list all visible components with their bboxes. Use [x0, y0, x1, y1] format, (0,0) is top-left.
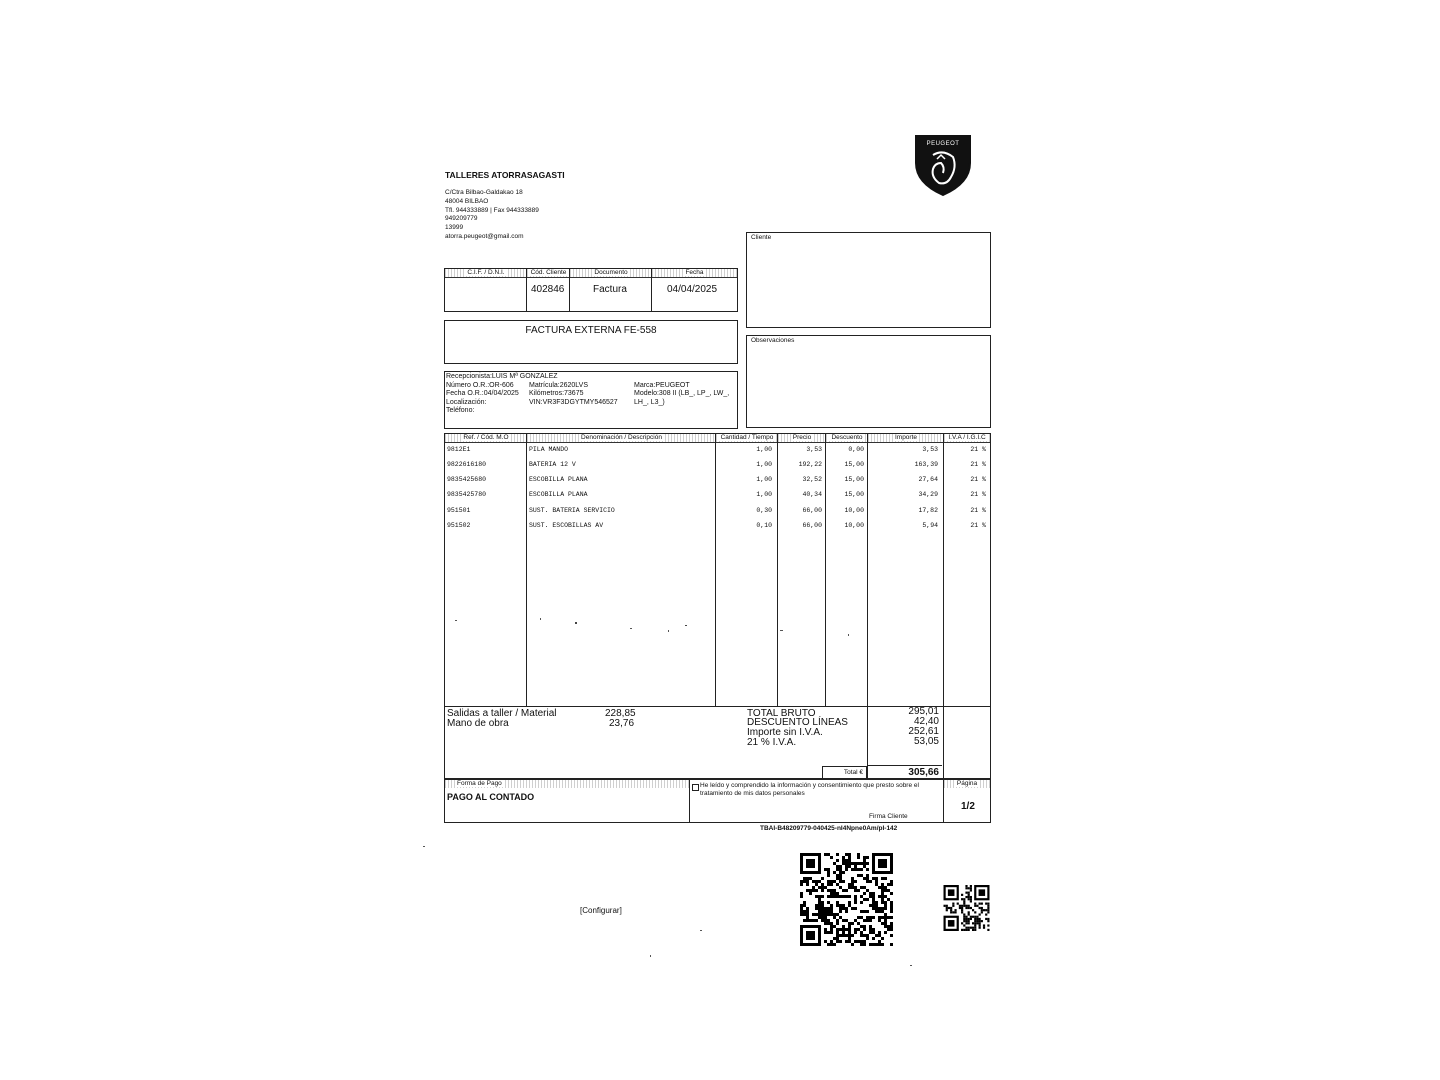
- vehicle-column: [529, 382, 618, 408]
- row-qty: 1,00: [756, 476, 772, 483]
- col-disc: Descuento: [826, 434, 868, 443]
- row-amount: 34,29: [918, 491, 938, 498]
- row-desc: BATERIA 12 V: [529, 461, 576, 468]
- total-bruto-label: TOTAL BRUTO: [747, 708, 816, 719]
- row-ref: 951502: [447, 522, 471, 529]
- header-fecha: Fecha: [652, 269, 737, 278]
- row-price: 66,00: [802, 522, 822, 529]
- col-desc: Denominación / Descripción: [527, 434, 716, 443]
- pagina-header: Página: [944, 780, 990, 788]
- row-amount: 17,82: [918, 507, 938, 514]
- row-amount: 27,64: [918, 476, 938, 483]
- row-amount: 3,53: [922, 446, 938, 453]
- row-vat: 21 %: [970, 446, 986, 453]
- total-label: Total €: [843, 769, 863, 776]
- row-price: 40,34: [802, 491, 822, 498]
- salidas-label: Salidas a taller / Material: [447, 708, 557, 719]
- mano-obra-label: Mano de obra: [447, 718, 509, 729]
- col-qty: Cantidad / Tiempo: [716, 434, 778, 443]
- table-row: [445, 476, 990, 491]
- fecha-value: 04/04/2025: [667, 284, 718, 295]
- col-price: Precio: [778, 434, 826, 443]
- consent-text: He leído y comprendido la información y consentimiento que presto sobre el tratamiento de mis datos personales: [700, 782, 919, 797]
- row-price: 3,53: [806, 446, 822, 453]
- col-vat: I.V.A / I.G.I.C: [944, 434, 990, 443]
- peugeot-shield-icon: [913, 133, 973, 197]
- row-ref: 9835425780: [447, 491, 487, 498]
- qr-code-icon: [799, 853, 894, 946]
- table-row: [445, 522, 990, 537]
- row-disc: 15,00: [844, 491, 864, 498]
- importe-sin-iva-label: Importe sin I.V.A.: [747, 727, 823, 738]
- row-desc: SUST. BATERIA SERVICIO: [529, 507, 615, 514]
- header-documento: Documento: [570, 269, 652, 278]
- descuento-label: DESCUENTO LÍNEAS: [747, 717, 848, 728]
- model-column: [634, 382, 729, 408]
- configurar-link[interactable]: [Configurar]: [580, 906, 622, 915]
- col-ref: Ref. / Cód. M.O: [445, 434, 527, 443]
- row-qty: 1,00: [756, 461, 772, 468]
- pagina-value: 1/2: [961, 801, 975, 812]
- table-row: [445, 507, 990, 522]
- payment-box: [444, 779, 991, 823]
- row-ref: 9835425680: [447, 476, 487, 483]
- row-qty: 0,30: [756, 507, 772, 514]
- marca: Marca:PEUGEOT: [634, 381, 690, 389]
- row-disc: 15,00: [844, 476, 864, 483]
- row-qty: 1,00: [756, 446, 772, 453]
- vehicle-info-box: [444, 371, 738, 429]
- salidas-value: 228,85: [605, 708, 636, 719]
- small-qr-code: [943, 885, 990, 931]
- matricula: Matrícula:2620LVS: [529, 381, 589, 389]
- total-value: 305,66: [908, 767, 939, 778]
- row-price: 66,00: [802, 507, 822, 514]
- mano-obra-value: 23,76: [609, 718, 635, 729]
- modelo: Modelo:308 II (LB_, LP_, LW_,: [634, 390, 730, 397]
- row-desc: ESCOBILLA PLANA: [529, 491, 588, 498]
- qr-code-icon: [943, 885, 990, 931]
- row-disc: 10,00: [844, 522, 864, 529]
- table-row: [445, 446, 990, 461]
- row-ref: 951501: [447, 507, 471, 514]
- row-disc: 0,00: [848, 446, 864, 453]
- brand-text: PEUGEOT: [926, 141, 960, 147]
- row-vat: 21 %: [970, 507, 986, 514]
- row-disc: 15,00: [844, 461, 864, 468]
- row-amount: 5,94: [922, 522, 938, 529]
- table-row: [445, 461, 990, 476]
- tbai-qr-code: [799, 853, 894, 946]
- forma-pago-value: PAGO AL CONTADO: [447, 792, 535, 802]
- telefono: Teléfono:: [446, 407, 475, 414]
- kilometros: Kilómetros:73675: [529, 390, 584, 397]
- table-row: [445, 491, 990, 506]
- fecha-or: Fecha O.R.:04/04/2025: [446, 390, 519, 397]
- tbai-code: TBAI-B48209779-040425-nI4Npne0Am/pI-142: [760, 825, 898, 832]
- row-vat: 21 %: [970, 491, 986, 498]
- invoice-lines-table: [444, 433, 991, 707]
- summary-box: [444, 706, 991, 780]
- forma-pago-header: Forma de Pago: [445, 780, 689, 788]
- col-amount: Importe: [868, 434, 944, 443]
- cliente-label: Cliente: [751, 234, 772, 241]
- address-line: C/Ctra Bilbao-Galdakao 18: [445, 189, 523, 196]
- modelo-cont: LH_, L3_): [634, 398, 665, 406]
- peugeot-logo: [913, 133, 973, 197]
- row-desc: PILA MANDO: [529, 446, 569, 453]
- consent-checkbox[interactable]: [692, 784, 699, 791]
- row-qty: 0,10: [756, 522, 772, 529]
- row-desc: SUST. ESCOBILLAS AV: [529, 522, 604, 529]
- observaciones-box: [746, 335, 991, 428]
- address-line: atorra.peugeot@gmail.com: [445, 232, 524, 240]
- factura-title-box: [444, 320, 738, 364]
- cod-cliente-value: 402846: [531, 284, 565, 295]
- row-price: 192,22: [798, 461, 822, 468]
- firma-cliente-label: Firma Cliente: [869, 813, 908, 820]
- row-vat: 21 %: [970, 522, 986, 529]
- address-line: Tfl. 944333889 | Fax 944333889: [445, 206, 539, 214]
- row-ref: 9812E1: [447, 446, 471, 453]
- documento-value: Factura: [593, 284, 627, 295]
- row-disc: 10,00: [844, 507, 864, 514]
- header-cif: C.I.F. / D.N.I.: [445, 269, 527, 278]
- vin: VIN:VR3F3DGYTMY546527: [529, 398, 618, 406]
- address-line: 48004 BILBAO: [445, 197, 489, 205]
- row-vat: 21 %: [970, 461, 986, 468]
- descuento-value: 42,40: [913, 716, 939, 727]
- iva-value: 53,05: [913, 736, 939, 747]
- cliente-box: [746, 232, 991, 328]
- recepcionista: Recepcionista:LUIS Mª GONZALEZ: [446, 373, 558, 380]
- row-price: 32,52: [802, 476, 822, 483]
- row-vat: 21 %: [970, 476, 986, 483]
- row-amount: 163,39: [914, 461, 938, 468]
- importe-sin-iva-value: 252,61: [908, 726, 939, 737]
- document-header-table: [444, 268, 738, 312]
- company-name: TALLERES ATORRASAGASTI: [445, 170, 565, 180]
- iva-label: 21 % I.V.A.: [747, 737, 797, 748]
- address-line: 13999: [445, 224, 464, 232]
- total-label-box: [822, 766, 867, 778]
- total-bruto-value: 295,01: [908, 706, 939, 717]
- localizacion: Localización:: [446, 398, 487, 406]
- factura-title: FACTURA EXTERNA FE-558: [525, 325, 657, 336]
- row-qty: 1,00: [756, 491, 772, 498]
- row-desc: ESCOBILLA PLANA: [529, 476, 588, 483]
- company-address: [445, 189, 539, 242]
- row-ref: 9822616180: [447, 461, 487, 468]
- numero-or: Número O.R.:OR-606: [446, 381, 514, 389]
- address-line: 949209779: [445, 215, 478, 223]
- observaciones-label: Observaciones: [751, 337, 795, 344]
- header-cod-cliente: Cód. Cliente: [527, 269, 570, 278]
